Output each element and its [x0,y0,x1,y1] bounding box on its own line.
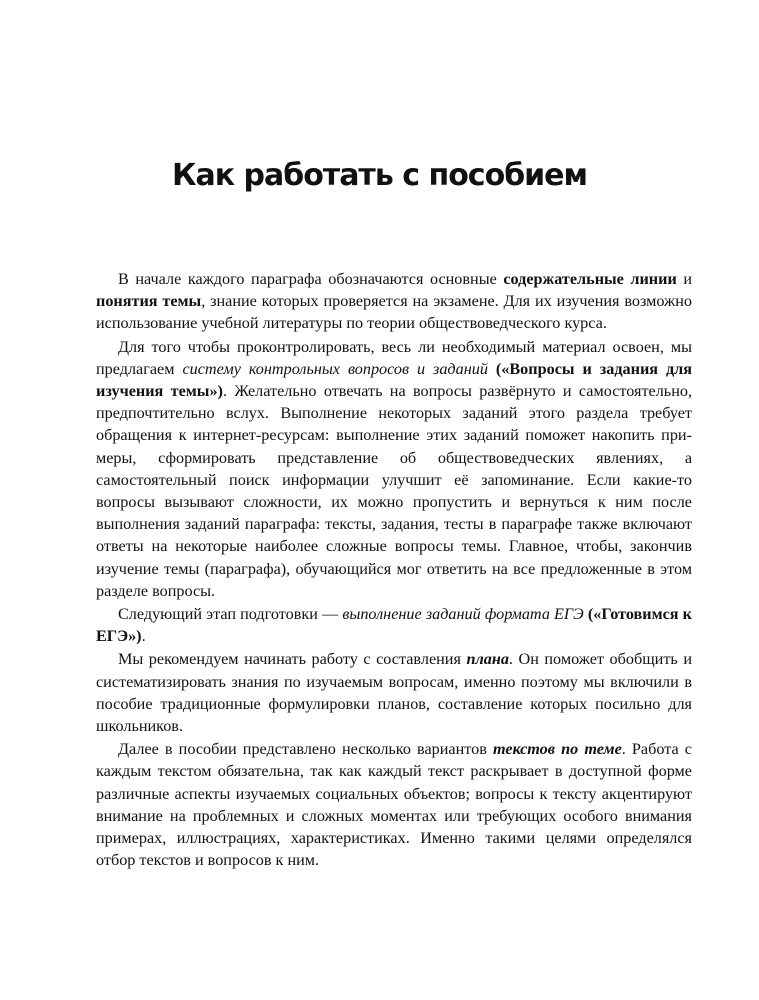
paragraph [96,603,692,647]
emphasis-text: текстов по теме [492,740,622,759]
emphasis-text [493,740,622,758]
emphasis-text: («Готовимся к ЕГЭ») [96,605,693,646]
text-run: В начале каждого параграфа обозначаются основные [118,270,504,288]
body-text [96,268,692,871]
text-run: и [676,270,692,288]
text-run: . Желательно отвечать на вопросы развёрнуто и самостоятельно, предпочтительно вслух. Выполнение некоторых заданий этого раздела требует обращения к интернет-ресурсам: выполнение этих заданий поможет накопить примеры, сформировать представление об обществоведческих явлениях, а самостоятельный поиск информации улучшит её запоминание. Если какие-то вопросы вызывают сложности, их можно пропустить и вернуться к ним после выполнения заданий параграфа: тексты, задания, тесты в параграфе также включают ответы на некоторые наиболее сложные вопросы темы. Главное, чтобы, закончив изучение темы (параграфа), обучающийся мог ответить на все предложенные в этом разделе вопросы. [96,382,692,600]
text-run [488,360,496,378]
paragraph [96,648,692,737]
text-run: . [141,627,146,646]
emphasis-text: систему контрольных вопросов и заданий [182,359,488,378]
text-run: , знание которых проверяется на экзамене. Для их изучения возможно использование учебной литературы по теории обществоведческого курса. [96,292,692,333]
paragraph [96,336,692,602]
text-run: . Работа с каждым текстом обязательна, так как каждый текст раскрывает в доступной форме различные аспекты изучаемых социальных объектов; вопросы к тексту акцентируют внимание на проблемных и сложных моментах или требующих особого внимания примерах, иллюстрациях, характеристиках. Именно такими целями определялся отбор текстов и вопросов к ним. [96,740,692,870]
text-run: Следующий этап подготовки — [118,605,343,624]
emphasis-text [466,650,508,668]
emphasis-text: («Вопросы и задания для изучения темы») [96,359,693,401]
text-run: . Он поможет обобщить и систематизировать знания по изучаемым вопросам, именно поэтому мы включили в пособие традиционные формулировки планов, составление которых посильно для школьников. [96,650,692,736]
emphasis-text: выполнение заданий формата ЕГЭ [342,605,584,624]
paragraph [96,738,692,871]
text-run: Для того чтобы проконтролировать, весь ли необходимый материал освоен, мы предлагаем [96,337,692,378]
emphasis-text: содержательные линии [503,270,677,288]
text-run: Мы рекомендуем начинать работу с составления [118,650,467,669]
emphasis-text: понятия темы [96,292,202,311]
emphasis-text: плана [466,650,509,669]
page-title: Как работать с пособием [171,158,588,193]
paragraph [96,268,692,335]
text-run: Далее в пособии представлено несколько вариантов [118,740,493,759]
